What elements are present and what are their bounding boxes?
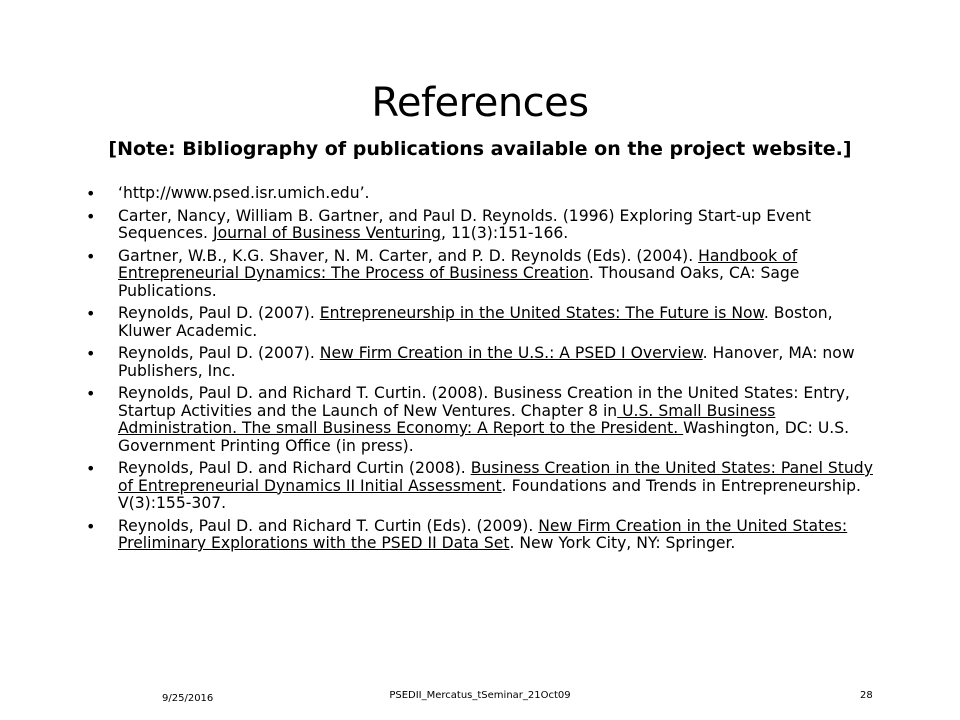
reference-text: . Boston, Kluwer Academic. [118, 304, 833, 340]
reference-title-underlined: Business Creation in the United States: Panel Study of Entrepreneurial Dynamics II Initial Assessment [118, 459, 873, 495]
reference-title-underlined: New Firm Creation in the United States: Preliminary Explorations with the PSED II Data Set [118, 516, 848, 552]
bullet-icon: • [86, 344, 96, 363]
reference-text: Washington, DC: U.S. Government Printing Office (in press). [118, 419, 850, 455]
bullet-icon: • [86, 459, 96, 478]
reference-text: , 11(3):151-166. [441, 224, 569, 242]
bullet-icon: • [86, 184, 96, 203]
reference-text: . Thousand Oaks, CA: Sage Publications. [118, 264, 800, 300]
reference-text: Gartner, W.B., K.G. Shaver, N. M. Carter, and P. D. Reynolds (Eds). (2004). [118, 246, 699, 265]
slide-title: References [371, 80, 589, 126]
reference-list [82, 185, 882, 558]
reference-title-underlined: U.S. Small Business Administration. The small Business Economy: A Report to the President. [118, 401, 776, 437]
reference-text: ‘http://www.psed.isr.umich.edu’. [118, 184, 370, 202]
reference-item [82, 518, 882, 553]
reference-text: Reynolds, Paul D. (2007). [118, 304, 320, 322]
bullet-icon: • [86, 516, 96, 536]
reference-text: Reynolds, Paul D. and Richard T. Curtin (Eds). (2009). [118, 516, 539, 535]
reference-item [82, 385, 882, 455]
bullet-icon: • [86, 206, 96, 226]
reference-text: . Foundations and Trends in Entrepreneurship. V(3):155-307. [118, 476, 861, 512]
slide-subtitle: [Note: Bibliography of publications available on the project website.] [108, 138, 852, 160]
footer-page-number: 28 [860, 690, 873, 701]
footer-title: PSEDII_Mercatus_tSeminar_21Oct09 [389, 690, 571, 701]
footer-date: 9/25/2016 [162, 693, 214, 704]
reference-title-underlined: Entrepreneurship in the United States: The Future is Now [319, 304, 764, 322]
reference-text: . Hanover, MA: now Publishers, Inc. [118, 344, 855, 380]
reference-text: . New York City, NY: Springer. [509, 534, 736, 552]
reference-item [82, 185, 882, 203]
reference-item [82, 345, 882, 380]
reference-text: Reynolds, Paul D. and Richard T. Curtin. (2008). [118, 384, 494, 402]
reference-text: Reynolds, Paul D. and Richard Curtin (2008). [118, 459, 471, 477]
reference-title-underlined: New Firm Creation in the U.S.: A PSED I Overview [319, 344, 703, 362]
reference-text: Carter, Nancy, William B. Gartner, and Paul D. Reynolds. (1996) Exploring Start-up Event Sequences. [118, 206, 811, 242]
reference-text: Reynolds, Paul D. (2007). [118, 344, 320, 362]
reference-title-underlined: Journal of Business Venturing [212, 224, 442, 242]
reference-text: Business Creation in the United States: Entry, Startup Activities and the Launch of New Ventures. Chapter 8 in [118, 384, 850, 420]
reference-item [82, 208, 882, 243]
reference-item [82, 305, 882, 340]
bullet-icon: • [86, 246, 96, 266]
reference-item [82, 248, 882, 301]
bullet-icon: • [86, 384, 96, 403]
bullet-icon: • [86, 304, 96, 323]
reference-title-underlined: Handbook of Entrepreneurial Dynamics: The Process of Business Creation [118, 246, 798, 282]
reference-item [82, 460, 882, 513]
